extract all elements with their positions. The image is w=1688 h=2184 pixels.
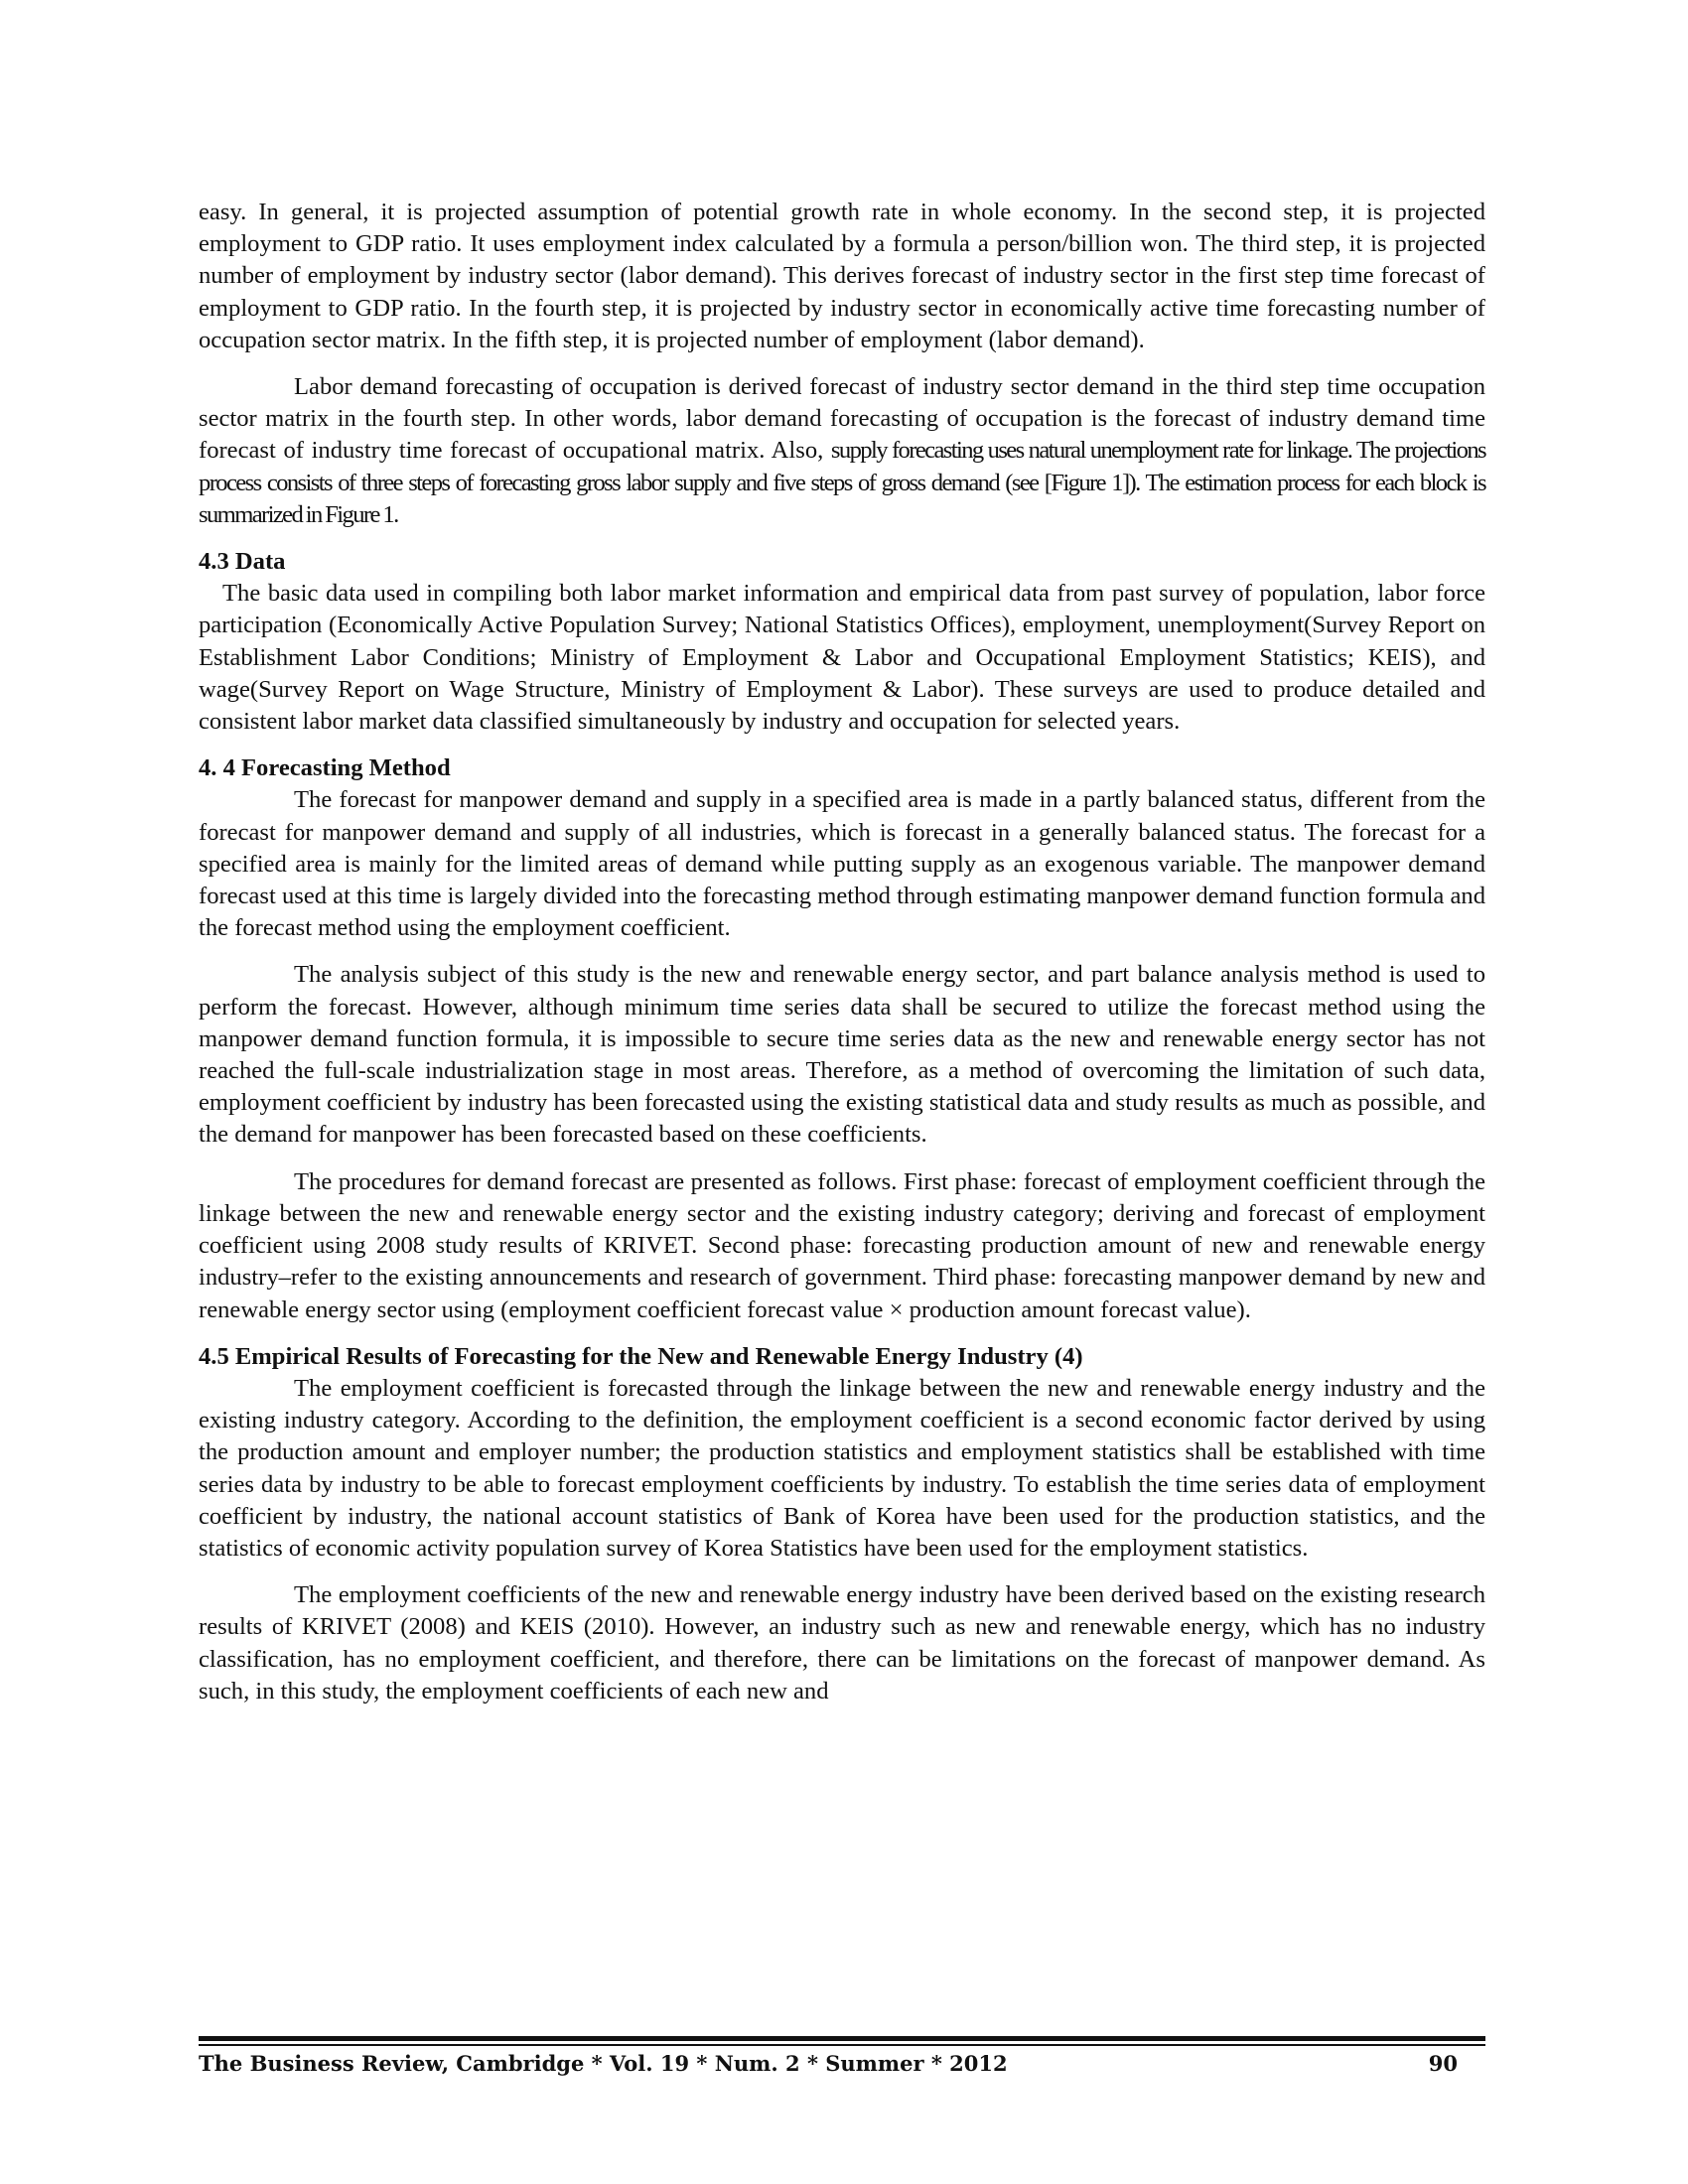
footer-journal-citation: The Business Review, Cambridge * Vol. 19 * Num. 2 * Summer * 2012 [199, 2051, 1008, 2076]
page-number: 90 [1428, 2051, 1458, 2076]
paragraph-forecast-method: The forecast for manpower demand and supply in a specified area is made in a partly balanced status, different from the forecast for manpower demand and supply of all industries, which is forecast in a generally balanced status. The forecast for a specified area is mainly for the limited areas of demand while putting supply as an exogenous variable. The manpower demand forecast used at this time is largely divided into the forecasting method through estimating manpower demand function formula and the forecast method using the employment coefficient. [199, 786, 1485, 942]
paragraph-employment-coefficient: The employment coefficient is forecasted through the linkage between the new and renewable energy industry and the existing industry category. According to the definition, the employment coefficient is a second economic factor derived by using the production amount and employer number; the production statistics and employment statistics shall be established with time series data by industry to be able to forecast employment coefficients by industry. To establish the time series data of employment coefficient by industry, the national account statistics of Bank of Korea have been used for the production statistics, and the statistics of economic activity population survey of Korea Statistics have been used for the employment statistics. [199, 1374, 1485, 1562]
footer-rule-thick [199, 2036, 1485, 2041]
paragraph-procedures: The procedures for demand forecast are presented as follows. First phase: forecast of employment coefficient through the linkage between the new and renewable energy sector and the existing industry category; deriving and forecast of employment coefficient using 2008 study results of KRIVET. Second phase: forecasting production amount of new and renewable energy industry–refer to the existing announcements and research of government. Third phase: forecasting manpower demand by new and renewable energy sector using (employment coefficient forecast value × production amount forecast value). [199, 1167, 1485, 1323]
footer-rule-thin [199, 2044, 1485, 2046]
paragraph-occupation-demand-condensed: supply forecasting uses natural unemployment rate for linkage. The projections process consists of three steps of forecasting gross labor supply and five steps of gross demand (see [Figure 1]). The estimation process for each block is summarized in Figure 1. [199, 437, 1485, 528]
paragraph-occupation-demand-text: Labor demand forecasting of occupation is derived forecast of industry sector demand in the third step time occupation sector matrix in the fourth step. In other words, labor demand forecasting of occupation is the forecast of industry demand time forecast of industry time forecast of occupational matrix. Also, [199, 373, 1485, 465]
page-body [199, 197, 1485, 1707]
section-heading-4-4: 4. 4 Forecasting Method [199, 754, 451, 782]
paragraph-data: The basic data used in compiling both labor market information and empirical data from past survey of population, labor force participation (Economically Active Population Survey; National Statistics Offices), employment, unemployment(Survey Report on Establishment Labor Conditions; Ministry of Employment & Labor and Occupational Employment Statistics; KEIS), and wage(Survey Report on Wage Structure, Ministry of Employment & Labor). These surveys are used to produce detailed and consistent labor market data classified simultaneously by industry and occupation for selected years. [199, 580, 1485, 736]
page-footer [199, 2051, 1485, 2076]
section-heading-4-3: 4.3 Data [199, 548, 286, 576]
paragraph-continuation: easy. In general, it is projected assumption of potential growth rate in whole economy. In the second step, it is projected employment to GDP ratio. It uses employment index calculated by a formula a person/billion won. The third step, it is projected number of employment by industry sector (labor demand). This derives forecast of industry sector in the first step time forecast of employment to GDP ratio. In the fourth step, it is projected by industry sector in economically active time forecasting number of occupation sector matrix. In the fifth step, it is projected number of employment (labor demand). [199, 199, 1485, 353]
paragraph-renewable-coefficients: The employment coefficients of the new and renewable energy industry have been derived based on the existing research results of KRIVET (2008) and KEIS (2010). However, an industry such as new and renewable energy, which has no industry classification, has no employment coefficient, and therefore, there can be limitations on the forecast of manpower demand. As such, in this study, the employment coefficients of each new and [199, 1581, 1485, 1705]
paragraph-analysis-subject: The analysis subject of this study is the new and renewable energy sector, and part balance analysis method is used to perform the forecast. However, although minimum time series data shall be secured to utilize the forecast method using the manpower demand function formula, it is impossible to secure time series data as the new and renewable energy sector has not reached the full-scale industrialization stage in most areas. Therefore, as a method of overcoming the limitation of such data, employment coefficient by industry has been forecasted using the existing statistical data and study results as much as possible, and the demand for manpower has been forecasted based on these coefficients. [199, 961, 1485, 1149]
paragraph-occupation-demand [199, 371, 1485, 531]
section-heading-4-5: 4.5 Empirical Results of Forecasting for the New and Renewable Energy Industry (4) [199, 1342, 1083, 1370]
